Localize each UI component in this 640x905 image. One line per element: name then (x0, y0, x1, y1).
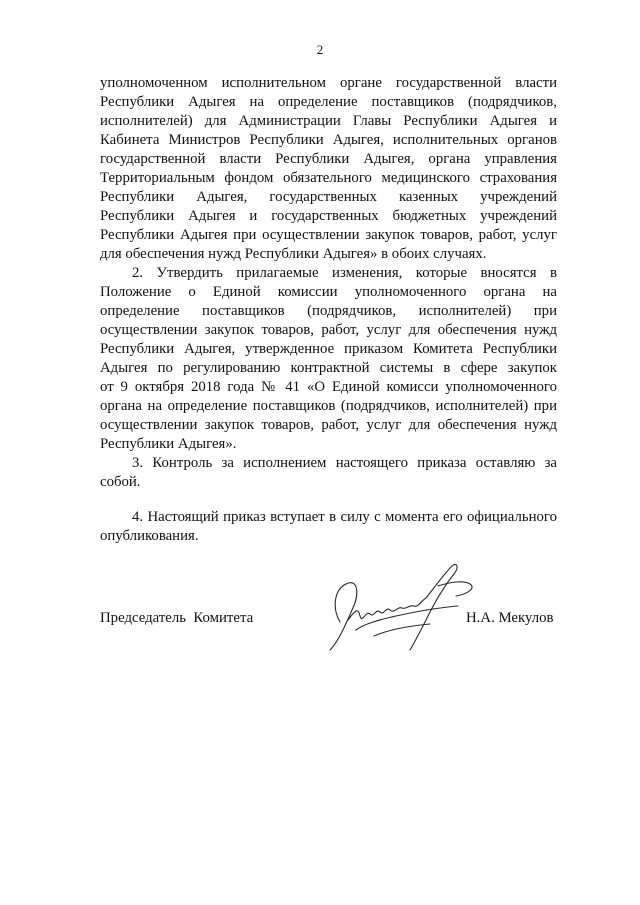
text-line: 3. Контроль за исполнением настоящего приказа оставляю за (132, 455, 557, 471)
text-line: Положение о Единой комиссии уполномоченного органа на (100, 284, 557, 300)
text-line: Республики Адыгея на определение поставщиков (подрядчиков, (100, 94, 557, 110)
text-line: опубликования. (100, 528, 199, 544)
text-line: Республики Адыгея, государственных казенных учреждений (100, 189, 557, 205)
signatory-title: Председатель Комитета (100, 610, 254, 626)
signatory-name: Н.А. Мекулов (466, 610, 554, 626)
page-number: 2 (316, 42, 324, 57)
text-line: 2. Утвердить прилагаемые изменения, которые вносятся в (132, 265, 557, 281)
paragraph-2 (100, 264, 557, 454)
text-line: Республики Адыгея, утвержденное приказом Комитета Республики (100, 341, 557, 357)
text-line: для обеспечения нужд Республики Адыгея» в обоих случаях. (100, 246, 487, 262)
handwritten-signature-icon (318, 560, 478, 660)
text-line: от 9 октября 2018 года № 41 «О Единой комисси уполномоченного (100, 379, 557, 395)
text-line: Республики Адыгея при осуществлении закупок товаров, работ, услуг (100, 227, 557, 243)
text-line: осуществлении закупок товаров, работ, услуг для обеспечения нужд (100, 322, 557, 338)
text-line: собой. (100, 474, 141, 490)
text-line: Республики Адыгея». (100, 436, 237, 452)
text-line: Республики Адыгея и государственных бюджетных учреждений (100, 208, 557, 224)
text-line: Адыгея по регулированию контрактной системы в сфере закупок (100, 360, 557, 376)
text-line: Кабинета Министров Республики Адыгея, исполнительных органов (100, 132, 557, 148)
text-line: государственной власти Республики Адыгея, органа управления (100, 151, 557, 167)
text-line: исполнителей) для Администрации Главы Республики Адыгея и (100, 113, 557, 129)
paragraph-3 (100, 454, 557, 492)
text-line: определение поставщиков (подрядчиков, исполнителей) при (100, 303, 557, 319)
text-line: органа на определение поставщиков (подрядчиков, исполнителей) при (100, 398, 557, 414)
text-line: 4. Настоящий приказ вступает в силу с момента его официального (132, 509, 557, 525)
paragraph-1-continuation (100, 74, 557, 264)
text-line: Территориальным фондом обязательного медицинского страхования (100, 170, 557, 186)
text-line: осуществлении закупок товаров, работ, услуг для обеспечения нужд (100, 417, 557, 433)
text-line: уполномоченном исполнительном органе государственной власти (100, 75, 557, 91)
paragraph-4 (100, 508, 557, 546)
